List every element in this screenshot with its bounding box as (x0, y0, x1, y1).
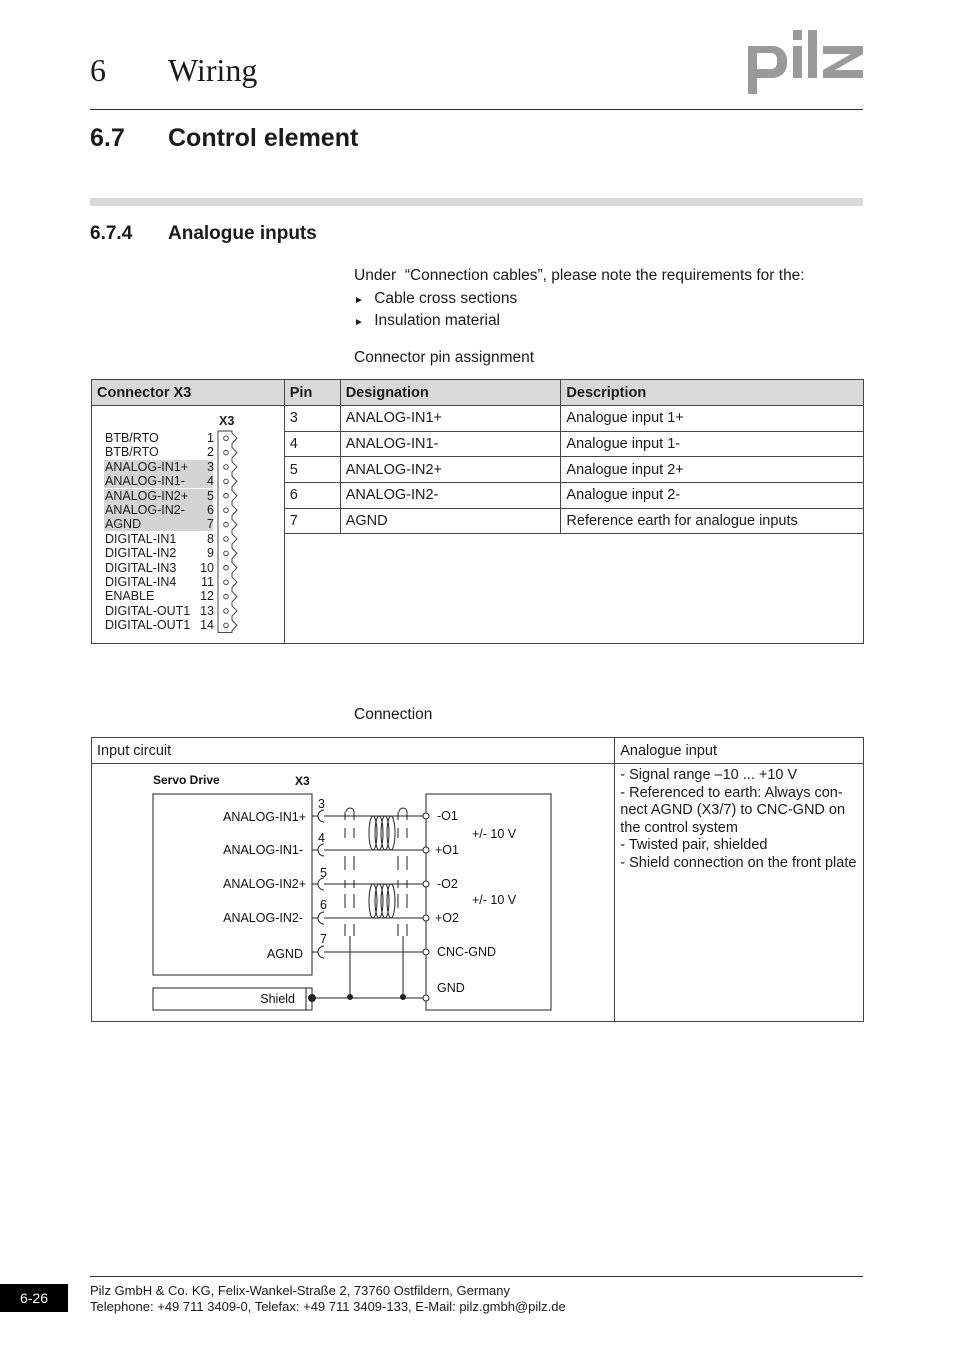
input-label: ANALOG-IN1+ (222, 810, 306, 824)
bullet-text: Insulation material (374, 312, 501, 329)
shield-cap (346, 808, 354, 812)
diagram-x3-label: X3 (295, 774, 310, 788)
junction-dot (348, 995, 353, 1000)
connector-x3-drawing (216, 430, 240, 634)
connector-pin-number: 12 (200, 589, 214, 604)
shield-label: Shield (260, 992, 295, 1006)
header-designation: Designation (340, 380, 561, 406)
connector-pin-label: AGND (104, 517, 213, 531)
pin-contact-symbol (312, 912, 324, 924)
twisted-pair-coil (387, 816, 395, 850)
pin-contact-symbol (312, 844, 324, 856)
voltage-label: +/- 10 V (472, 893, 517, 907)
section-title: Control element (168, 124, 359, 152)
connector-pin-label: BTB/RTO (105, 445, 159, 460)
connector-body (218, 431, 237, 633)
pin-number: 3 (318, 797, 325, 811)
voltage-label: +/- 10 V (472, 827, 517, 841)
table-header-row (92, 738, 864, 764)
output-label: GND (437, 981, 465, 995)
description-cell: Analogue input 2+ (561, 457, 864, 483)
servo-drive-label: Servo Drive (153, 773, 220, 787)
connector-x3-label: X3 (219, 414, 235, 428)
chapter-title: Wiring (168, 52, 258, 88)
chapter-number: 6 (90, 52, 106, 88)
connector-pin-hole (224, 537, 229, 542)
header-rule (90, 109, 863, 110)
connector-pin-label: ANALOG-IN2+ (104, 489, 213, 503)
connector-pin-number: 5 (207, 488, 214, 503)
note-line: - Twisted pair, shielded (620, 837, 768, 853)
subsection-title: Analogue inputs (168, 223, 317, 244)
connector-pin-number: 11 (201, 575, 214, 589)
table-row (92, 406, 864, 432)
pin-contact-symbol (312, 946, 324, 958)
shield-terminal-icon (309, 995, 316, 1002)
section-divider-bar (90, 198, 863, 206)
subsection-number: 6.7.4 (90, 223, 133, 244)
output-label: +O2 (435, 911, 459, 925)
input-label: ANALOG-IN1- (223, 843, 303, 857)
terminal-icon (423, 881, 429, 887)
terminal-icon (423, 949, 429, 955)
terminal-icon (423, 995, 429, 1001)
note-line: - Signal range –10 ... +10 V (620, 767, 798, 783)
connector-pin-number: 8 (207, 531, 214, 546)
designation-cell: AGND (340, 508, 561, 534)
connector-pin-hole (224, 551, 229, 556)
connector-pin-label: DIGITAL-IN1 (105, 531, 177, 546)
pin-cell: 6 (284, 482, 340, 508)
connector-pin-number: 3 (207, 459, 214, 474)
connector-pin-hole (224, 580, 229, 585)
page-number: 6-26 (0, 1284, 68, 1312)
terminal-icon (423, 915, 429, 921)
bullet-text: Cable cross sections (374, 290, 518, 307)
connector-pin-number: 7 (207, 517, 214, 532)
footer-rule (90, 1276, 863, 1277)
input-label: ANALOG-IN2+ (222, 877, 306, 891)
connector-pin-label: BTB/RTO (105, 431, 159, 445)
designation-cell: ANALOG-IN1+ (340, 406, 561, 432)
section-number: 6.7 (90, 124, 125, 152)
connector-pin-hole (224, 450, 229, 455)
connector-pin-label: DIGITAL-IN2 (105, 546, 177, 561)
pin-number: 4 (318, 831, 325, 845)
connector-pin-hole (224, 465, 229, 470)
bullet-arrow-icon: ► (354, 295, 364, 306)
connector-pin-hole (224, 623, 229, 628)
pin-table-caption: Connector pin assignment (354, 349, 535, 366)
output-label: +O1 (435, 843, 459, 857)
note-line: nect AGND (X3/7) to CNC-GND on (620, 802, 846, 818)
twisted-pair-coil (387, 884, 395, 918)
designation-cell: ANALOG-IN2+ (340, 457, 561, 483)
intro-text: Under “Connection cables”, please note the requirements for the: (354, 267, 805, 284)
connector-pin-hole (224, 508, 229, 513)
connector-pin-label: ANALOG-IN2- (104, 503, 213, 517)
connector-pin-number: 6 (207, 503, 214, 517)
pin-cell: 7 (284, 508, 340, 534)
designation-cell: ANALOG-IN1- (340, 431, 561, 457)
connector-pin-hole (224, 436, 229, 441)
junction-dot (401, 995, 406, 1000)
shield-cap (399, 808, 407, 812)
input-label: ANALOG-IN2- (223, 911, 303, 925)
connector-pin-hole (224, 494, 229, 499)
header-connector: Connector X3 (92, 380, 285, 406)
bullet-item (354, 312, 500, 330)
pin-number: 6 (320, 898, 327, 912)
empty-cell (284, 534, 863, 644)
header-description: Description (561, 380, 864, 406)
connector-pin-hole (224, 566, 229, 571)
connector-pin-label: DIGITAL-OUT1 (105, 618, 191, 633)
table-header-row (92, 380, 864, 406)
connector-pin-number: 13 (200, 603, 214, 618)
connector-pin-number: 10 (200, 560, 214, 575)
header-pin: Pin (284, 380, 340, 406)
connector-pin-number: 2 (207, 445, 214, 460)
terminal-icon (423, 813, 429, 819)
pin-number: 7 (320, 932, 327, 946)
connector-pin-label: ANALOG-IN1+ (104, 460, 213, 474)
description-cell: Analogue input 2- (561, 482, 864, 508)
bullet-item (354, 290, 517, 308)
description-cell: Analogue input 1- (561, 431, 864, 457)
input-label: AGND (266, 947, 303, 961)
connector-pin-hole (224, 609, 229, 614)
output-label: -O2 (437, 877, 458, 891)
notes-cell (615, 764, 864, 1022)
connector-pin-number: 9 (207, 546, 214, 561)
pin-number: 5 (320, 866, 327, 880)
wiring-diagram (92, 764, 615, 1018)
connector-pin-hole (224, 479, 229, 484)
connector-pin-label: DIGITAL-IN4 (105, 575, 177, 589)
description-cell: Reference earth for analogue inputs (561, 508, 864, 534)
footer-address: Pilz GmbH & Co. KG, Felix-Wankel-Straße 2, 73760 Ostfildern, Germany (90, 1283, 510, 1298)
pin-contact-symbol (312, 810, 324, 822)
bullet-arrow-icon: ► (354, 317, 364, 328)
terminal-icon (423, 847, 429, 853)
note-line: - Shield connection on the front plate (620, 854, 857, 871)
footer-contact: Telephone: +49 711 3409-0, Telefax: +49 711 3409-133, E-Mail: pilz.gmbh@pilz.de (90, 1299, 566, 1314)
note-line: the control system (620, 819, 738, 836)
connector-pin-label: DIGITAL-OUT1 (105, 603, 191, 618)
connector-pin-label: ENABLE (105, 589, 155, 604)
connector-pin-number: 1 (207, 431, 214, 445)
connector-pin-number: 4 (207, 474, 214, 489)
connector-pin-hole (224, 522, 229, 527)
connector-pin-label: DIGITAL-IN3 (105, 560, 177, 575)
header-input-circuit: Input circuit (92, 738, 615, 764)
note-line: - Referenced to earth: Always con- (620, 784, 843, 801)
pilz-logo (748, 30, 864, 94)
header-analogue-input: Analogue input (615, 738, 864, 764)
connection-caption: Connection (354, 706, 433, 723)
pin-cell: 5 (284, 457, 340, 483)
connector-pin-hole (224, 594, 229, 599)
output-label: CNC-GND (437, 945, 497, 959)
description-cell: Analogue input 1+ (561, 406, 864, 432)
pin-cell: 4 (284, 431, 340, 457)
connector-pin-label: ANALOG-IN1- (104, 474, 213, 488)
pin-cell: 3 (284, 406, 340, 432)
shield-drain-wire (350, 936, 403, 996)
designation-cell: ANALOG-IN2- (340, 482, 561, 508)
connector-pin-number: 14 (200, 618, 214, 633)
output-label: -O1 (437, 809, 458, 823)
